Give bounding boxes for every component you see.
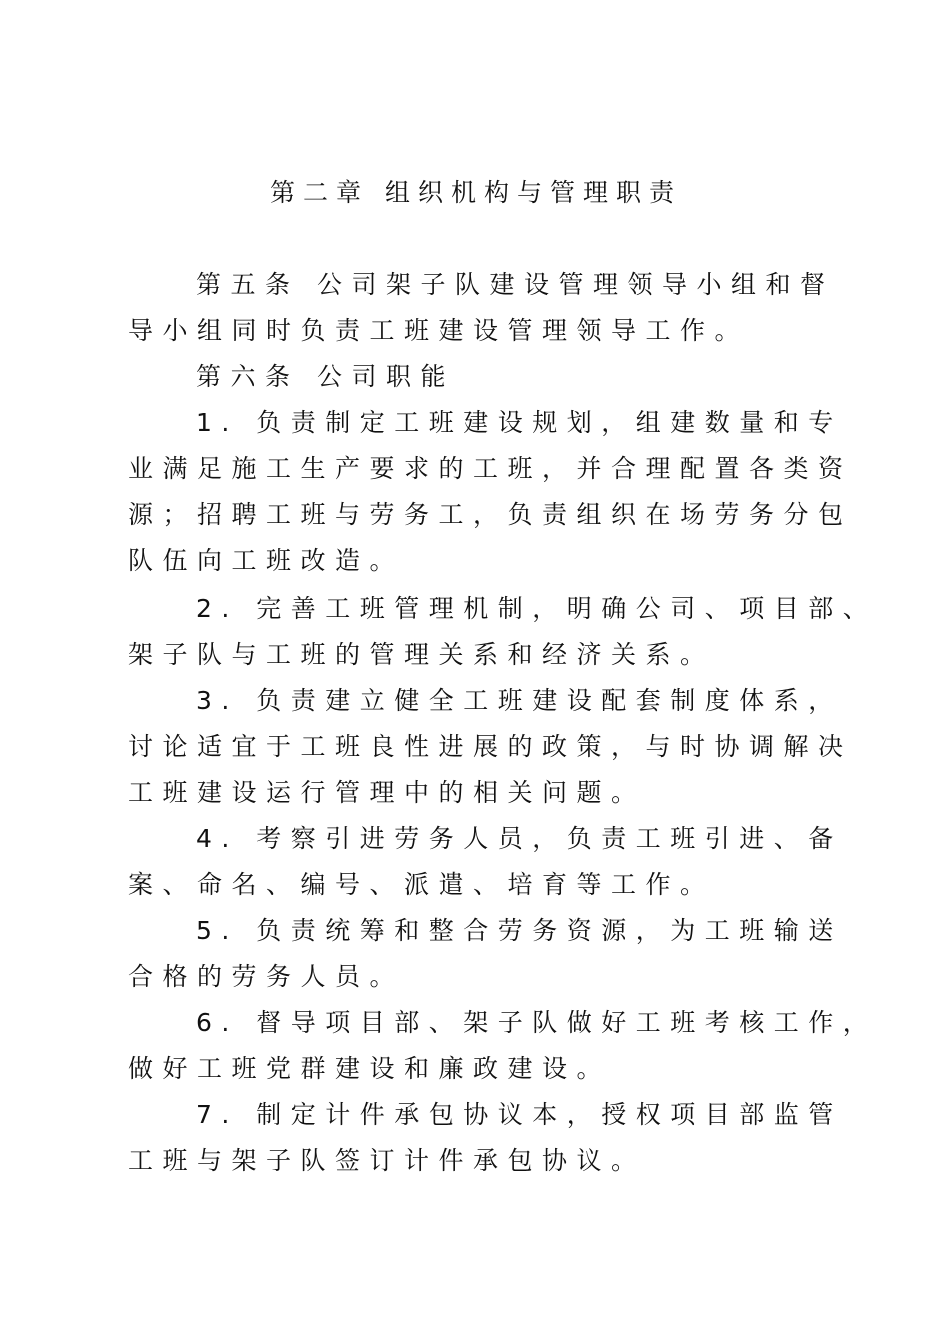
item-2-line-2: 架子队与工班的管理关系和经济关系。: [128, 640, 715, 669]
item-3-line-1: 3. 负责建立健全工班建设配套制度体系，: [196, 686, 843, 715]
chapter-title: 第二章 组织机构与管理职责: [270, 178, 682, 207]
item-2-line-1: 2. 完善工班管理机制，明确公司、项目部、: [196, 594, 878, 623]
item-4-line-2: 案、命名、编号、派遣、培育等工作。: [128, 870, 715, 899]
item-1-line-3: 源；招聘工班与劳务工，负责组织在场劳务分包: [128, 500, 853, 529]
item-6-line-1: 6. 督导项目部、架子队做好工班考核工作，: [196, 1008, 878, 1037]
item-4-line-1: 4. 考察引进劳务人员，负责工班引进、备: [196, 824, 843, 853]
item-7-line-1: 7. 制定计件承包协议本，授权项目部监管: [196, 1100, 843, 1129]
article-6-heading: 第六条 公司职能: [196, 362, 455, 391]
item-7-line-2: 工班与架子队签订计件承包协议。: [128, 1146, 646, 1175]
article-5-line-1: 第五条 公司架子队建设管理领导小组和督: [196, 270, 835, 299]
item-1-line-4: 队伍向工班改造。: [128, 546, 405, 575]
item-5-line-1: 5. 负责统筹和整合劳务资源，为工班输送: [196, 916, 843, 945]
item-6-line-2: 做好工班党群建设和廉政建设。: [128, 1054, 612, 1083]
item-5-line-2: 合格的劳务人员。: [128, 962, 405, 991]
item-3-line-2: 讨论适宜于工班良性进展的政策，与时协调解决: [128, 732, 853, 761]
article-5-line-2: 导小组同时负责工班建设管理领导工作。: [128, 316, 750, 345]
item-3-line-3: 工班建设运行管理中的相关问题。: [128, 778, 646, 807]
item-1-line-2: 业满足施工生产要求的工班，并合理配置各类资: [128, 454, 853, 483]
item-1-line-1: 1. 负责制定工班建设规划，组建数量和专: [196, 408, 843, 437]
